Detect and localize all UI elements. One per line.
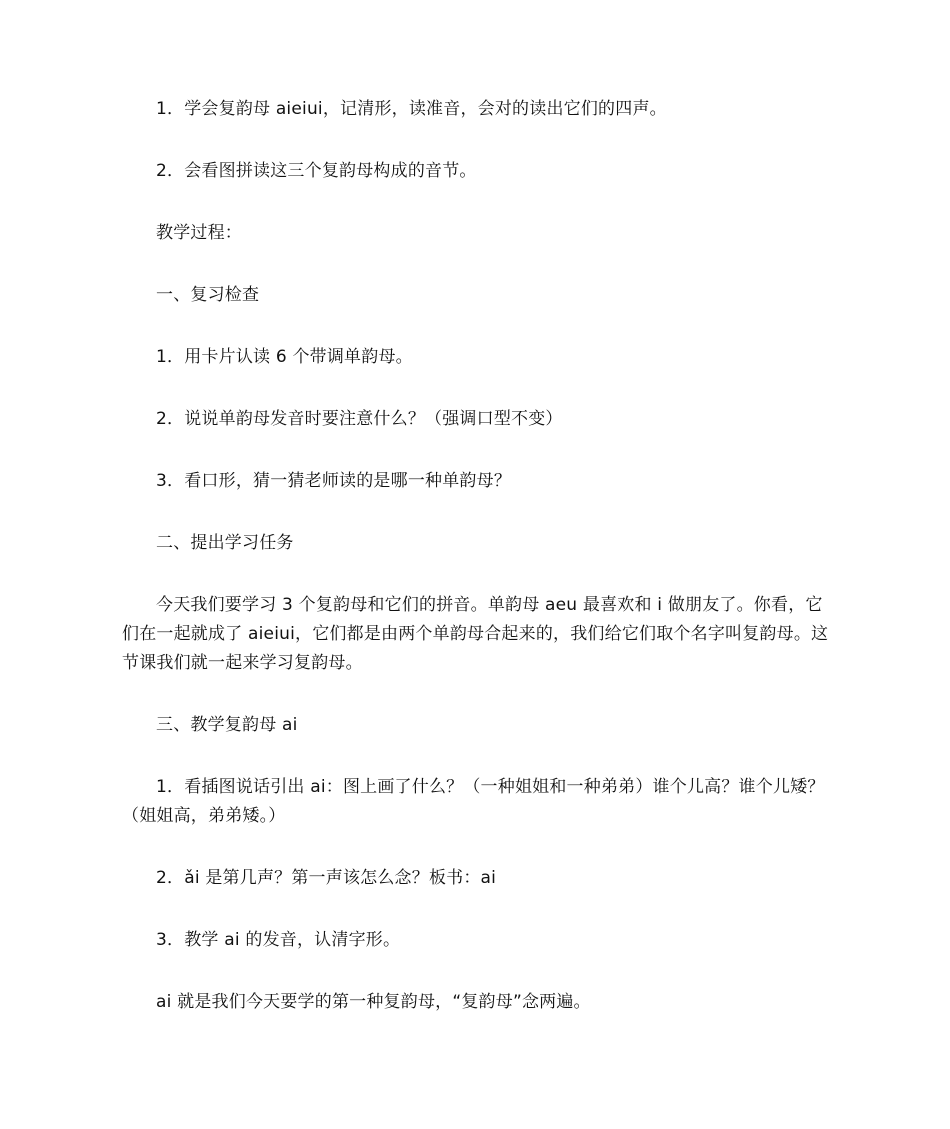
section-heading-review: 一、复习检查 <box>156 285 260 305</box>
ai-step-2: 2．ǎi 是第几声？第一声该怎么念？板书：ai <box>156 868 497 888</box>
section-heading-ai: 三、教学复韵母 ai <box>156 715 298 735</box>
objective-2: 2．会看图拼读这三个复韵母构成的音节。 <box>156 161 477 181</box>
review-step-1: 1．用卡片认读 6 个带调单韵母。 <box>156 347 413 367</box>
review-step-3: 3．看口形，猜一猜老师读的是哪一种单韵母？ <box>156 471 512 491</box>
review-step-2: 2．说说单韵母发音时要注意什么？（强调口型不变） <box>156 409 563 429</box>
document-body <box>122 95 830 1050</box>
ai-step-1: 1．看插图说话引出 ai：图上画了什么？（一种姐姐和一种弟弟）谁个儿高？谁个儿矮？（姐姐高，弟弟矮。） <box>122 777 825 826</box>
ai-step-3: 3．教学 ai 的发音，认清字形。 <box>156 930 401 950</box>
section-heading-task: 二、提出学习任务 <box>156 533 294 553</box>
objective-1: 1．学会复韵母 aieiui，记清形，读准音，会对的读出它们的四声。 <box>156 99 667 119</box>
ai-summary: ai 就是我们今天要学的第一种复韵母，“复韵母”念两遍。 <box>156 992 591 1012</box>
task-intro-paragraph: 今天我们要学习 3 个复韵母和它们的拼音。单韵母 aeu 最喜欢和 i 做朋友了。你看，它们在一起就成了 aieiui，它们都是由两个单韵母合起来的，我们给它们取个名字叫复韵母。这节课我们就一起来学习复韵母。 <box>122 595 829 673</box>
section-heading-process: 教学过程： <box>156 223 242 243</box>
